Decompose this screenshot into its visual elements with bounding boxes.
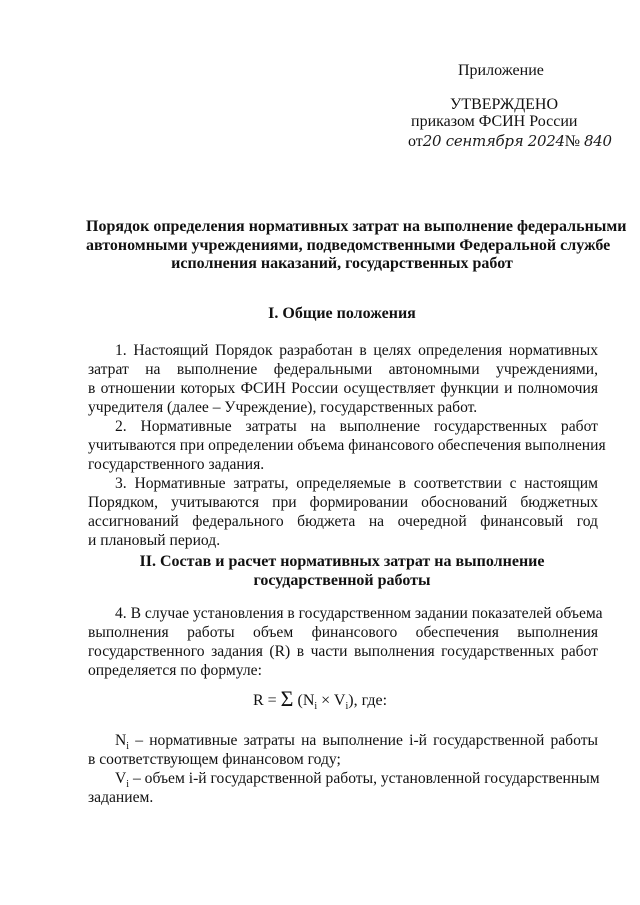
order-number-sign: №: [564, 133, 581, 150]
paragraph-line: и плановый период.: [88, 532, 221, 549]
paragraph-line: государственного задания (R) в части выполнения государственных работ: [88, 643, 598, 660]
appendix-label: Приложение: [458, 62, 544, 79]
paragraph-line: ассигнований федерального бюджета на очередной финансовый год: [88, 513, 598, 530]
title-line: автономными учреждениями, подведомственными Федеральной службе: [86, 236, 611, 254]
paragraph-line: в соответствующем финансовом году;: [88, 751, 341, 768]
paragraph-line: заданием.: [88, 789, 154, 806]
handwritten-number: 840: [584, 132, 612, 150]
document-title: [86, 218, 627, 274]
handwritten-date: 20 сентября 2024: [422, 132, 565, 150]
definition-text: – нормативные затраты на выполнение i-й государственной работы: [129, 732, 598, 749]
paragraph-line: в отношении которых ФСИН России осуществляет функции и полномочия: [88, 380, 598, 397]
paragraph-line: учитываются при определении объема финансового обеспечения выполнения: [88, 437, 606, 454]
title-line: исполнения наказаний, государственных работ: [171, 255, 513, 272]
paragraph-line: выполнения работы объем финансового обеспечения выполнения: [88, 624, 598, 641]
order-date-line: [408, 132, 612, 151]
paragraph-line: 3. Нормативные затраты, определяемые в соответствии с настоящим: [115, 475, 598, 492]
paragraph-line: 4. В случае установления в государственном задании показателей объема: [115, 605, 603, 622]
paragraph-line: государственного задания.: [88, 456, 265, 473]
paragraph-line: 1. Настоящий Порядок разработан в целях определения нормативных: [115, 342, 598, 359]
approved-label: УТВЕРЖДЕНО: [450, 96, 559, 113]
paragraph-line: 2. Нормативные затраты на выполнение государственных работ: [115, 418, 598, 435]
formula: R = Σ $(N_i \times V_i)$, где:: [252, 686, 388, 713]
definition-text: – объем i-й государственной работы, установленной государственным: [129, 770, 600, 787]
paragraph-line: определяется по формуле:: [88, 662, 262, 679]
paragraph-line: Порядком, учитываются при формировании обоснований бюджетных: [88, 494, 598, 511]
section-heading-line: II. Состав и расчет нормативных затрат на выполнение: [139, 553, 545, 570]
order-date-prefix: от: [408, 133, 423, 150]
section-heading-line: государственной работы: [253, 572, 431, 589]
section-heading: [86, 552, 598, 590]
paragraph-line: $V_i$ – объем i-й государственной работы, установленной государственным: [115, 770, 600, 791]
paragraph-line: учредителя (далее – Учреждение), государственных работ.: [88, 399, 478, 416]
paragraph-line: $N_i$ – нормативные затраты на выполнение i-й государственной работы: [115, 732, 598, 753]
section-heading: I. Общие положения: [268, 305, 416, 322]
title-line: Порядок определения нормативных затрат на выполнение федеральными: [86, 218, 627, 235]
order-reference: приказом ФСИН России: [411, 113, 578, 130]
paragraph-line: затрат на выполнение федеральными автономными учреждениями,: [88, 361, 598, 378]
